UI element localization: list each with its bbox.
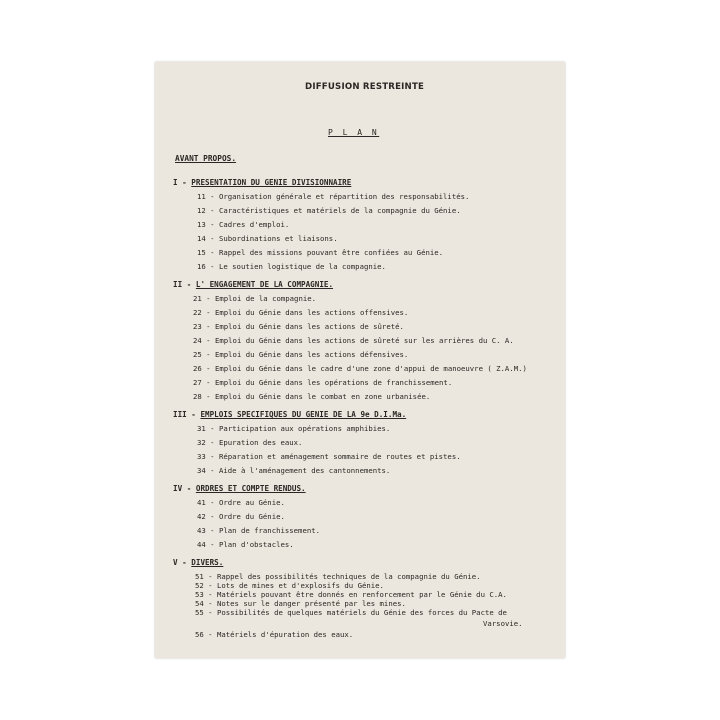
item-number: 27 - <box>193 378 211 387</box>
toc-item-11 <box>197 192 469 201</box>
section-title: ORDRES ET COMPTE RENDUS. <box>195 484 306 493</box>
section-heading-3 <box>173 410 406 419</box>
item-number: 28 - <box>193 392 211 401</box>
section-numeral: I - <box>173 178 187 187</box>
section-heading-1 <box>173 178 351 187</box>
item-text: Emploi du Génie dans le cadre d'une zone d'appui de manoeuvre ( Z.A.M.) <box>214 364 527 373</box>
item-number: 25 - <box>193 350 211 359</box>
toc-item-25 <box>193 350 408 359</box>
item-text: Réparation et aménagement sommaire de routes et pistes. <box>218 452 461 461</box>
item-text: Le soutien logistique de la compagnie. <box>218 262 386 271</box>
toc-item-51 <box>195 572 481 581</box>
document-title: P L A N <box>328 128 380 137</box>
item-text: Ordre au Génie. <box>218 498 285 507</box>
toc-item-33 <box>197 452 461 461</box>
toc-item-12 <box>197 206 461 215</box>
item-text: Varsovie. <box>483 619 523 628</box>
item-number: 52 - <box>195 581 213 590</box>
toc-item-42 <box>197 512 285 521</box>
toc-item-34 <box>197 466 390 475</box>
item-number: 43 - <box>197 526 215 535</box>
toc-item-43 <box>197 526 320 535</box>
item-number: 56 - <box>195 630 213 639</box>
toc-item-52 <box>195 581 384 590</box>
toc-item-31 <box>197 424 390 433</box>
section-title: L' ENGAGEMENT DE LA COMPAGNIE. <box>195 280 334 289</box>
item-number: 26 - <box>193 364 211 373</box>
item-text: Epuration des eaux. <box>218 438 303 447</box>
section-title: PRESENTATION DU GENIE DIVISIONNAIRE <box>191 178 352 187</box>
section-title: DIVERS. <box>191 558 224 567</box>
item-text: Possibilités de quelques matériels du Génie des forces du Pacte de <box>216 608 507 617</box>
item-number: 14 - <box>197 234 215 243</box>
item-number: 15 - <box>197 248 215 257</box>
toc-item-55 <box>195 608 507 617</box>
item-text: Lots de mines et d'explosifs du Génie. <box>216 581 384 590</box>
toc-item-14 <box>197 234 338 243</box>
section-heading-4 <box>173 484 306 493</box>
item-number: 41 - <box>197 498 215 507</box>
item-number: 32 - <box>197 438 215 447</box>
item-number: 42 - <box>197 512 215 521</box>
toc-item-16 <box>197 262 386 271</box>
item-text: Emploi du Génie dans les actions offensives. <box>214 308 409 317</box>
item-number: 24 - <box>193 336 211 345</box>
item-text: Emploi de la compagnie. <box>214 294 317 303</box>
item-number: 23 - <box>193 322 211 331</box>
classification-header: DIFFUSION RESTREINTE <box>305 82 425 92</box>
item-text: Notes sur le danger présenté par les mines. <box>216 599 406 608</box>
item-text: Emploi du Génie dans le combat en zone urbanisée. <box>214 392 431 401</box>
section-title: EMPLOIS SPECIFIQUES DU GENIE DE LA 9e D.I.Ma. <box>200 410 407 419</box>
toc-item-32 <box>197 438 302 447</box>
item-text: Emploi du Génie dans les actions défensives. <box>214 350 409 359</box>
item-text: Ordre du Génie. <box>218 512 285 521</box>
toc-item-53 <box>195 590 507 599</box>
item-number: 34 - <box>197 466 215 475</box>
item-number: 22 - <box>193 308 211 317</box>
item-text: Subordinations et liaisons. <box>218 234 338 243</box>
item-text: Participation aux opérations amphibies. <box>218 424 391 433</box>
item-number: 21 - <box>193 294 211 303</box>
document-page <box>155 62 565 658</box>
toc-item-21 <box>193 294 316 303</box>
item-text: Matériels d'épuration des eaux. <box>216 630 354 639</box>
item-number: 11 - <box>197 192 215 201</box>
toc-item-22 <box>193 308 408 317</box>
toc-item-15 <box>197 248 443 257</box>
item-number: 53 - <box>195 590 213 599</box>
item-text: Matériels pouvant être donnés en renforcement par le Génie du C.A. <box>216 590 507 599</box>
toc-item-27 <box>193 378 452 387</box>
toc-item-26 <box>193 364 527 373</box>
section-heading-5 <box>173 558 223 567</box>
section-numeral: II - <box>173 280 192 289</box>
avant-propos-heading: AVANT PROPOS. <box>175 154 237 163</box>
item-text: Rappel des possibilités techniques de la compagnie du Génie. <box>216 572 481 581</box>
item-text: Organisation générale et répartition des responsabilités. <box>218 192 470 201</box>
item-text: Plan de franchissement. <box>218 526 321 535</box>
item-number: 44 - <box>197 540 215 549</box>
item-text: Cadres d'emploi. <box>218 220 290 229</box>
item-text: Plan d'obstacles. <box>218 540 294 549</box>
item-number: 16 - <box>197 262 215 271</box>
toc-item-44 <box>197 540 294 549</box>
section-numeral: III - <box>173 410 196 419</box>
item-text: Rappel des missions pouvant être confiées au Génie. <box>218 248 444 257</box>
item-text: Aide à l'aménagement des cantonnements. <box>218 466 391 475</box>
toc-item-23 <box>193 322 404 331</box>
toc-item-13 <box>197 220 289 229</box>
item-text: Emploi du Génie dans les actions de sûreté sur les arrières du C. A. <box>214 336 514 345</box>
item-number: 55 - <box>195 608 213 617</box>
item-number: 33 - <box>197 452 215 461</box>
item-text: Caractéristiques et matériels de la compagnie du Génie. <box>218 206 461 215</box>
item-number: 51 - <box>195 572 213 581</box>
toc-item-55-continuation <box>483 619 523 628</box>
item-text: Emploi du Génie dans les opérations de franchissement. <box>214 378 453 387</box>
item-number: 54 - <box>195 599 213 608</box>
item-number: 12 - <box>197 206 215 215</box>
toc-item-56 <box>195 630 353 639</box>
section-numeral: IV - <box>173 484 192 493</box>
section-heading-2 <box>173 280 333 289</box>
toc-item-28 <box>193 392 430 401</box>
toc-item-41 <box>197 498 285 507</box>
section-numeral: V - <box>173 558 187 567</box>
item-number: 31 - <box>197 424 215 433</box>
item-text: Emploi du Génie dans les actions de sûreté. <box>214 322 404 331</box>
item-number: 13 - <box>197 220 215 229</box>
toc-item-24 <box>193 336 514 345</box>
toc-item-54 <box>195 599 406 608</box>
